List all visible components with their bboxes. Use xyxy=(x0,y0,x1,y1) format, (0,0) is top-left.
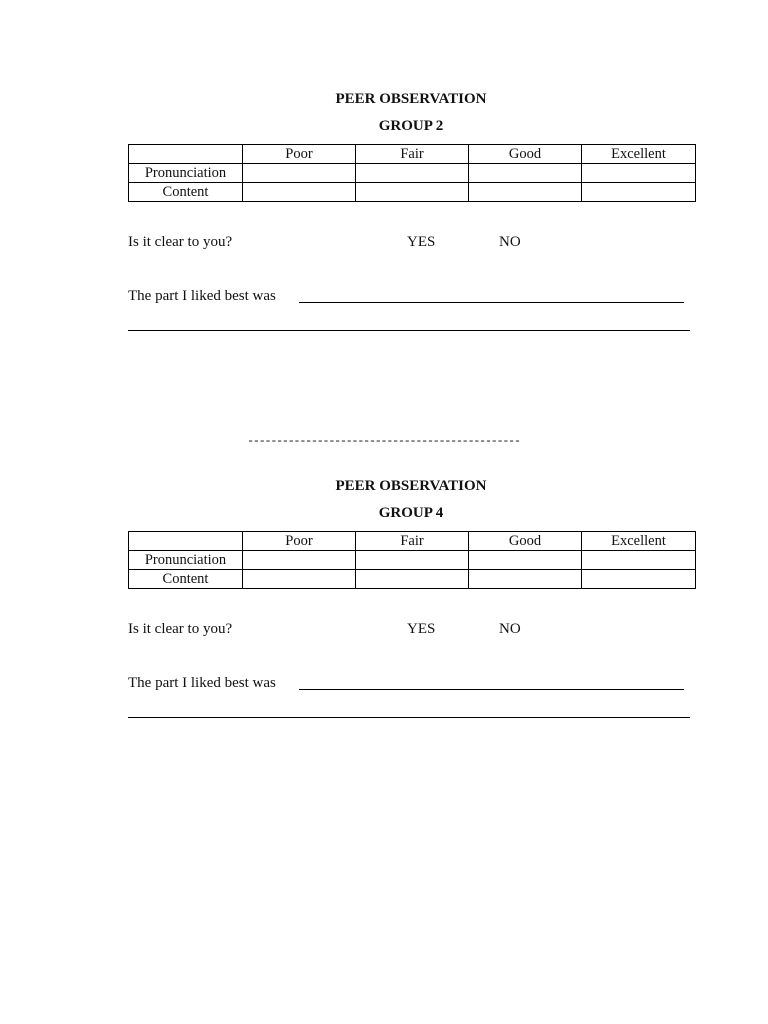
rating-header-row xyxy=(129,145,696,164)
row-label-content: Content xyxy=(129,570,243,589)
yes-option[interactable]: YES xyxy=(407,621,436,637)
yes-option[interactable]: YES xyxy=(407,234,436,250)
clarity-question: Is it clear to you? xyxy=(128,621,233,637)
rating-cell-pronunciation-excellent[interactable] xyxy=(582,164,696,183)
rating-cell-pronunciation-fair[interactable] xyxy=(356,164,469,183)
corner-cell xyxy=(129,145,243,164)
rating-cell-pronunciation-good[interactable] xyxy=(469,164,582,183)
rating-cell-content-poor[interactable] xyxy=(243,570,356,589)
liked-best-answer-line-2[interactable] xyxy=(128,717,690,718)
rating-cell-pronunciation-excellent[interactable] xyxy=(582,551,696,570)
rating-cell-content-good[interactable] xyxy=(469,183,582,202)
rating-cell-content-fair[interactable] xyxy=(356,570,469,589)
column-header-poor: Poor xyxy=(243,532,356,551)
rating-cell-content-fair[interactable] xyxy=(356,183,469,202)
liked-best-answer-line[interactable] xyxy=(299,689,684,690)
rating-cell-content-excellent[interactable] xyxy=(582,570,696,589)
rating-row-content xyxy=(129,570,696,589)
rating-cell-content-excellent[interactable] xyxy=(582,183,696,202)
row-label-content: Content xyxy=(129,183,243,202)
group-heading: GROUP 4 xyxy=(378,505,444,521)
row-label-pronunciation: Pronunciation xyxy=(129,164,243,183)
column-header-good: Good xyxy=(469,532,582,551)
clarity-question: Is it clear to you? xyxy=(128,234,233,250)
rating-table xyxy=(128,531,696,589)
corner-cell xyxy=(129,532,243,551)
no-option[interactable]: NO xyxy=(499,234,521,250)
cut-line-separator: ----------------------------------------------- xyxy=(247,434,520,448)
liked-best-prompt: The part I liked best was xyxy=(128,675,276,691)
rating-cell-pronunciation-poor[interactable] xyxy=(243,164,356,183)
rating-table xyxy=(128,144,696,202)
column-header-good: Good xyxy=(469,145,582,164)
group-heading: GROUP 2 xyxy=(378,118,444,134)
rating-cell-pronunciation-fair[interactable] xyxy=(356,551,469,570)
no-option[interactable]: NO xyxy=(499,621,521,637)
row-label-pronunciation: Pronunciation xyxy=(129,551,243,570)
form-title: PEER OBSERVATION xyxy=(335,91,487,107)
rating-row-content xyxy=(129,183,696,202)
form-title: PEER OBSERVATION xyxy=(335,478,487,494)
liked-best-prompt: The part I liked best was xyxy=(128,288,276,304)
liked-best-answer-line[interactable] xyxy=(299,302,684,303)
rating-row-pronunciation xyxy=(129,164,696,183)
column-header-poor: Poor xyxy=(243,145,356,164)
rating-row-pronunciation xyxy=(129,551,696,570)
rating-cell-pronunciation-good[interactable] xyxy=(469,551,582,570)
rating-cell-content-poor[interactable] xyxy=(243,183,356,202)
column-header-excellent: Excellent xyxy=(582,532,696,551)
rating-header-row xyxy=(129,532,696,551)
column-header-excellent: Excellent xyxy=(582,145,696,164)
rating-cell-pronunciation-poor[interactable] xyxy=(243,551,356,570)
liked-best-answer-line-2[interactable] xyxy=(128,330,690,331)
rating-cell-content-good[interactable] xyxy=(469,570,582,589)
column-header-fair: Fair xyxy=(356,532,469,551)
column-header-fair: Fair xyxy=(356,145,469,164)
